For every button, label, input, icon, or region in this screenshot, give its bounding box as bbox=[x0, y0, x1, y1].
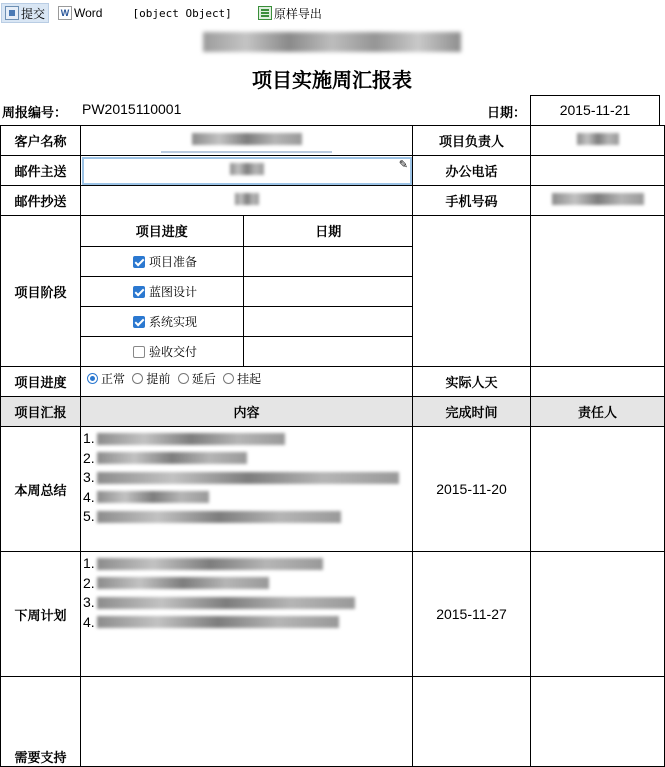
stage-date-header: 日期 bbox=[243, 216, 413, 246]
word-button[interactable] bbox=[55, 3, 105, 23]
actual-days-label: 实际人天 bbox=[413, 367, 531, 397]
responsible-header: 责任人 bbox=[531, 397, 665, 427]
stage-date[interactable] bbox=[243, 336, 413, 366]
week-summary-date[interactable]: 2015-11-20 bbox=[413, 427, 531, 552]
stage-cell bbox=[81, 216, 413, 367]
support-label: 需要支持 bbox=[1, 677, 81, 767]
content-header: 内容 bbox=[81, 397, 413, 427]
company-name bbox=[0, 32, 664, 55]
support-content[interactable] bbox=[81, 677, 413, 767]
stage-date[interactable] bbox=[243, 276, 413, 306]
stage-extra bbox=[413, 216, 531, 367]
stage-date[interactable] bbox=[243, 246, 413, 276]
week-summary-content[interactable]: 1. 2. 3. 4. 5. bbox=[81, 427, 413, 552]
progress-option[interactable]: 正常 bbox=[83, 372, 125, 386]
week-summary-responsible[interactable] bbox=[531, 427, 665, 552]
stage-item[interactable]: 蓝图设计 bbox=[81, 276, 243, 306]
owner-field[interactable] bbox=[531, 126, 665, 156]
checkbox-icon[interactable] bbox=[133, 286, 145, 298]
support-date[interactable] bbox=[413, 677, 531, 767]
actual-days-field[interactable] bbox=[531, 367, 665, 397]
radio-icon[interactable] bbox=[178, 373, 189, 384]
report-title: 项目实施周汇报表 bbox=[252, 68, 412, 92]
submit-button[interactable] bbox=[1, 3, 49, 23]
word-icon: W bbox=[58, 6, 72, 20]
stage-item[interactable]: 系统实现 bbox=[81, 306, 243, 336]
date-field[interactable]: 2015-11-21 bbox=[530, 95, 660, 125]
office-phone-field[interactable] bbox=[531, 156, 665, 186]
report-header-label: 项目汇报 bbox=[1, 397, 81, 427]
word-label: Word bbox=[74, 6, 103, 20]
progress-option[interactable]: 提前 bbox=[128, 372, 170, 386]
checkbox-icon[interactable] bbox=[133, 256, 145, 268]
export-button[interactable] bbox=[255, 3, 325, 23]
finish-time-header: 完成时间 bbox=[413, 397, 531, 427]
support-responsible[interactable] bbox=[531, 677, 665, 767]
submit-label: 提交 bbox=[21, 6, 46, 21]
mail-to-label: 邮件主送 bbox=[1, 156, 81, 186]
report-number-label: 周报编号： bbox=[2, 106, 68, 121]
object-button[interactable]: [object Object] bbox=[132, 6, 232, 20]
next-week-label: 下周计划 bbox=[1, 552, 81, 677]
mail-cc-field[interactable] bbox=[81, 186, 413, 216]
mail-cc-label: 邮件抄送 bbox=[1, 186, 81, 216]
next-week-date[interactable]: 2015-11-27 bbox=[413, 552, 531, 677]
owner-label: 项目负责人 bbox=[413, 126, 531, 156]
stage-item[interactable]: 项目准备 bbox=[81, 246, 243, 276]
progress-label: 项目进度 bbox=[1, 367, 81, 397]
next-week-responsible[interactable] bbox=[531, 552, 665, 677]
date-label: 日期： bbox=[487, 106, 527, 121]
report-form bbox=[0, 125, 665, 767]
radio-icon[interactable] bbox=[132, 373, 143, 384]
stage-extra-2 bbox=[531, 216, 665, 367]
mobile-label: 手机号码 bbox=[413, 186, 531, 216]
office-phone-label: 办公电话 bbox=[413, 156, 531, 186]
customer-field[interactable] bbox=[81, 126, 413, 156]
checkbox-icon[interactable] bbox=[133, 346, 145, 358]
stage-date[interactable] bbox=[243, 306, 413, 336]
radio-icon[interactable] bbox=[223, 373, 234, 384]
week-summary-label: 本周总结 bbox=[1, 427, 81, 552]
mobile-field[interactable] bbox=[531, 186, 665, 216]
progress-option[interactable]: 延后 bbox=[174, 372, 216, 386]
stage-item[interactable]: 验收交付 bbox=[81, 336, 243, 366]
customer-label: 客户名称 bbox=[1, 126, 81, 156]
toolbar bbox=[0, 0, 664, 26]
progress-radio-group bbox=[81, 367, 413, 397]
stage-progress-header: 项目进度 bbox=[81, 216, 243, 246]
stage-table bbox=[81, 216, 413, 366]
stage-label: 项目阶段 bbox=[1, 216, 81, 367]
mail-to-field[interactable] bbox=[81, 156, 413, 186]
submit-icon bbox=[5, 6, 19, 20]
export-icon bbox=[258, 6, 272, 20]
pencil-icon[interactable]: ✎ bbox=[398, 159, 408, 171]
checkbox-icon[interactable] bbox=[133, 316, 145, 328]
report-number-value: PW2015110001 bbox=[82, 101, 182, 117]
export-label: 原样导出 bbox=[273, 6, 322, 21]
progress-option[interactable]: 挂起 bbox=[219, 372, 261, 386]
radio-icon[interactable] bbox=[87, 373, 98, 384]
next-week-content[interactable]: 1. 2. 3. 4. bbox=[81, 552, 413, 677]
